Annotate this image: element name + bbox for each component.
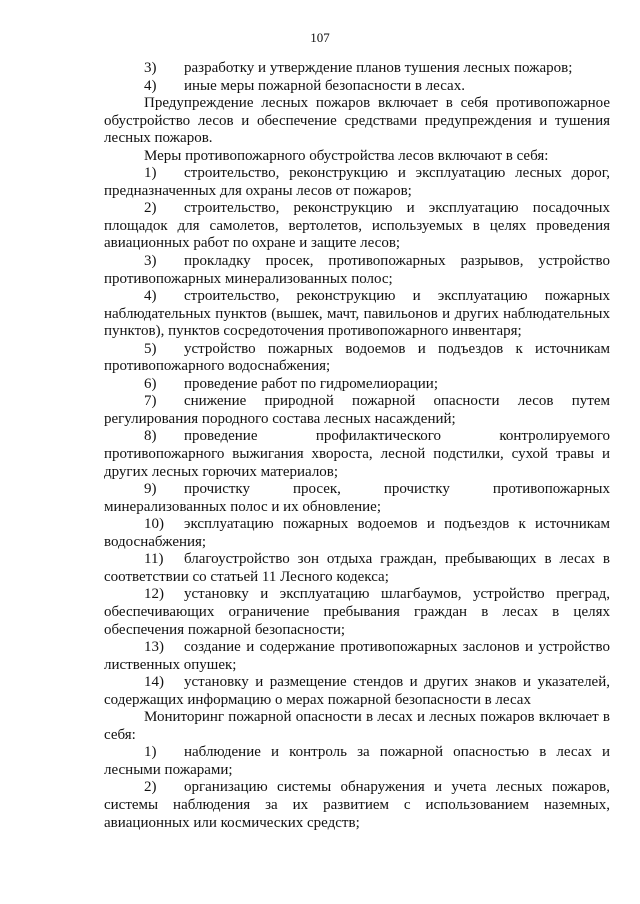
item-text: наблюдение и контроль за пожарной опасностью в лесах и лесными пожарами; — [104, 744, 610, 778]
paragraph-prevention: Предупреждение лесных пожаров включает в себя противопожарное обустройство лесов и обеспечение средствами предупреждения и тушения лесных пожаров. — [104, 95, 610, 147]
item-number: 5) — [144, 340, 157, 357]
item-number: 1) — [144, 165, 157, 182]
list-item — [104, 551, 610, 586]
item-text: снижение природной пожарной опасности лесов путем регулирования породного состава лесных насаждений; — [104, 393, 610, 427]
list-item — [104, 744, 610, 779]
item-number: 4) — [144, 77, 157, 94]
item-number: 11) — [144, 551, 164, 568]
item-text: проведение работ по гидромелиорации; — [184, 375, 439, 392]
item-text: иные меры пожарной безопасности в лесах. — [184, 77, 465, 94]
item-text: строительство, реконструкцию и эксплуатацию лесных дорог, предназначенных для охраны лесов от пожаров; — [104, 165, 610, 199]
list-item — [104, 428, 610, 481]
item-text: строительство, реконструкцию и эксплуатацию пожарных наблюдательных пунктов (вышек, мачт, павильонов и других наблюдательных пунктов), пунктов сосредоточения противопожарного инвентаря; — [104, 288, 610, 340]
list-item — [104, 288, 610, 341]
item-number: 6) — [144, 375, 157, 392]
list-item — [104, 376, 610, 394]
item-number: 13) — [144, 639, 164, 656]
item-number: 3) — [144, 253, 157, 270]
list-item — [104, 779, 610, 832]
list-item — [104, 516, 610, 551]
item-number: 2) — [144, 779, 157, 796]
list-item — [104, 78, 610, 96]
list-item — [104, 586, 610, 639]
measures-list — [104, 165, 610, 709]
paragraph-measures-intro: Меры противопожарного обустройства лесов включают в себя: — [144, 147, 549, 164]
item-number: 4) — [144, 288, 157, 305]
item-text: прокладку просек, противопожарных разрывов, устройство противопожарных минерализованных полос; — [104, 253, 610, 287]
item-number: 8) — [144, 428, 157, 445]
list-item — [104, 165, 610, 200]
item-number: 9) — [144, 481, 157, 498]
list-item — [104, 639, 610, 674]
page-number: 107 — [310, 30, 330, 45]
item-number: 1) — [144, 744, 157, 761]
list-item — [104, 200, 610, 253]
item-text: проведение профилактического контролируемого противопожарного выжигания хвороста, лесной подстилки, сухой травы и других лесных горючих материалов; — [104, 428, 610, 480]
item-text: создание и содержание противопожарных заслонов и устройство лиственных опушек; — [104, 639, 610, 673]
item-text: устройство пожарных водоемов и подъездов к источникам противопожарного водоснабжения; — [104, 340, 610, 375]
item-text: установку и эксплуатацию шлагбаумов, устройство преград, обеспечивающих ограничение пребывания граждан в лесах в целях обеспечения пожарной безопасности; — [104, 586, 610, 638]
list-item — [104, 341, 610, 376]
item-text: эксплуатацию пожарных водоемов и подъездов к источникам водоснабжения; — [104, 516, 610, 550]
monitoring-list — [104, 744, 610, 832]
item-text: установку и размещение стендов и других знаков и указателей, содержащих информацию о мерах пожарной безопасности в лесах — [104, 674, 610, 708]
list-item — [104, 481, 610, 516]
item-text: благоустройство зон отдыха граждан, пребывающих в лесах в соответствии со статьей 11 Лесного кодекса; — [104, 551, 610, 585]
item-number: 14) — [144, 674, 164, 691]
item-number: 10) — [144, 516, 164, 533]
item-number: 12) — [144, 586, 164, 603]
item-text: разработку и утверждение планов тушения лесных пожаров; — [184, 60, 573, 76]
item-number: 7) — [144, 393, 157, 410]
paragraph-monitoring-intro: Мониторинг пожарной опасности в лесах и лесных пожаров включает в себя: — [104, 709, 610, 743]
item-text: строительство, реконструкцию и эксплуатацию посадочных площадок для самолетов, вертолетов, используемых в целях проведения авиационных работ по охране и защите лесов; — [104, 200, 610, 252]
list-item — [104, 674, 610, 709]
list-item — [104, 60, 610, 78]
item-text: организацию системы обнаружения и учета лесных пожаров, системы наблюдения за их развитием с использованием наземных, авиационных или космических средств; — [104, 779, 610, 831]
item-number: 2) — [144, 200, 157, 217]
document-body — [104, 60, 610, 832]
item-text: прочистку просек, прочистку противопожарных минерализованных полос и их обновление; — [104, 481, 610, 515]
list-item — [104, 253, 610, 288]
item-number: 3) — [144, 60, 157, 76]
list-item — [104, 393, 610, 428]
